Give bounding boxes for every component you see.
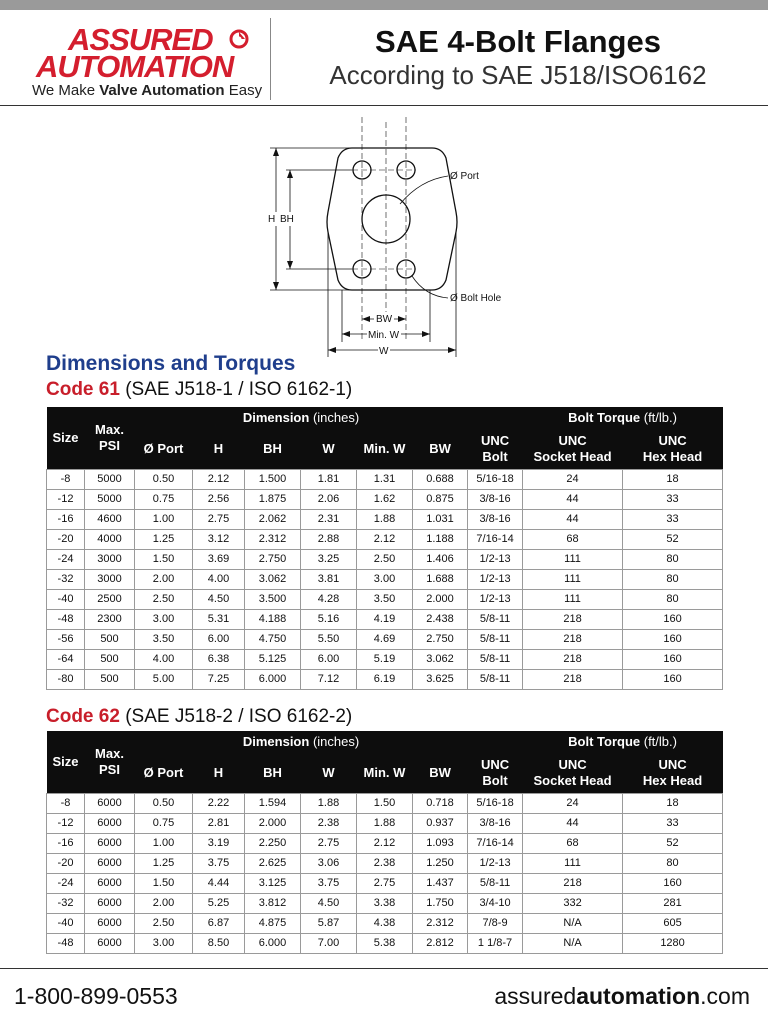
table-cell: 3.00 bbox=[357, 569, 413, 589]
table-cell: 1/2-13 bbox=[468, 549, 523, 569]
table-cell: 500 bbox=[85, 629, 135, 649]
col-unc-hex: UNC Hex Head bbox=[623, 429, 723, 469]
table-cell: 5/8-11 bbox=[468, 669, 523, 689]
table-cell: 2.312 bbox=[413, 913, 468, 933]
table-cell: 1.88 bbox=[357, 509, 413, 529]
table-cell: 1.875 bbox=[245, 489, 301, 509]
top-bar bbox=[0, 0, 768, 10]
table-cell: 5/8-11 bbox=[468, 609, 523, 629]
table-cell: 1.093 bbox=[413, 833, 468, 853]
table-cell: 1.25 bbox=[135, 853, 193, 873]
table-cell: -24 bbox=[47, 873, 85, 893]
table-cell: 0.875 bbox=[413, 489, 468, 509]
table-cell: 2.22 bbox=[193, 793, 245, 813]
table-cell: -8 bbox=[47, 793, 85, 813]
table-cell: 4.50 bbox=[301, 893, 357, 913]
table-cell: 2.750 bbox=[245, 549, 301, 569]
table-cell: 6.000 bbox=[245, 669, 301, 689]
col-max-psi: Max. PSI bbox=[85, 731, 135, 793]
table-row bbox=[47, 913, 723, 933]
table-cell: 6000 bbox=[85, 793, 135, 813]
table-cell: 2.062 bbox=[245, 509, 301, 529]
table-cell: 2.00 bbox=[135, 893, 193, 913]
table-cell: 500 bbox=[85, 669, 135, 689]
table-row bbox=[47, 529, 723, 549]
table-cell: 218 bbox=[523, 629, 623, 649]
header-rule bbox=[0, 105, 768, 106]
col-unc-bolt: UNC Bolt bbox=[468, 753, 523, 793]
table-cell: 44 bbox=[523, 813, 623, 833]
table-cell: 5000 bbox=[85, 489, 135, 509]
table-cell: 1 1/8-7 bbox=[468, 933, 523, 953]
dim-label-bh: BH bbox=[280, 214, 294, 225]
table-cell: 2.81 bbox=[193, 813, 245, 833]
table-cell: 605 bbox=[623, 913, 723, 933]
table-row bbox=[47, 629, 723, 649]
table-cell: 4.875 bbox=[245, 913, 301, 933]
table-cell: 3.50 bbox=[135, 629, 193, 649]
col-min-w: Min. W bbox=[357, 429, 413, 469]
table-cell: 6.00 bbox=[301, 649, 357, 669]
table-cell: 111 bbox=[523, 589, 623, 609]
table-cell: 3.50 bbox=[357, 589, 413, 609]
table-row bbox=[47, 489, 723, 509]
table-cell: 2.12 bbox=[357, 833, 413, 853]
table-cell: 1.50 bbox=[357, 793, 413, 813]
col-bw: BW bbox=[413, 429, 468, 469]
table-row bbox=[47, 549, 723, 569]
table-cell: 4.44 bbox=[193, 873, 245, 893]
table-cell: 1.00 bbox=[135, 509, 193, 529]
table-cell: 1280 bbox=[623, 933, 723, 953]
table-cell: -80 bbox=[47, 669, 85, 689]
col-bolt-torque-group: Bolt Torque (ft/lb.) bbox=[523, 407, 723, 429]
table-cell: 1.50 bbox=[135, 873, 193, 893]
dim-label-min-w: Min. W bbox=[368, 330, 400, 341]
table-cell: 1.188 bbox=[413, 529, 468, 549]
table-cell: 6.19 bbox=[357, 669, 413, 689]
table-cell: 1.88 bbox=[357, 813, 413, 833]
phone-number[interactable]: 1-800-899-0553 bbox=[14, 983, 178, 1009]
table-cell: 111 bbox=[523, 549, 623, 569]
col-port: Ø Port bbox=[135, 429, 193, 469]
table-cell: -12 bbox=[47, 489, 85, 509]
table-cell: 2.50 bbox=[135, 913, 193, 933]
table-cell: 5000 bbox=[85, 469, 135, 489]
dim-label-bw: BW bbox=[376, 314, 393, 325]
table-cell: 1/2-13 bbox=[468, 853, 523, 873]
table-cell: 2.75 bbox=[193, 509, 245, 529]
table-cell: -20 bbox=[47, 529, 85, 549]
table-cell: 6000 bbox=[85, 813, 135, 833]
table-cell: 24 bbox=[523, 469, 623, 489]
table-cell: 3.75 bbox=[301, 873, 357, 893]
table-cell: 2.750 bbox=[413, 629, 468, 649]
table-cell: 3/8-16 bbox=[468, 813, 523, 833]
table-cell: 4.188 bbox=[245, 609, 301, 629]
table-cell: 5.87 bbox=[301, 913, 357, 933]
table-cell: 1.594 bbox=[245, 793, 301, 813]
table-cell: 2.38 bbox=[357, 853, 413, 873]
table-cell: 4.19 bbox=[357, 609, 413, 629]
table-cell: 3/8-16 bbox=[468, 509, 523, 529]
table-cell: -48 bbox=[47, 933, 85, 953]
callout-bolt-hole: Ø Bolt Hole bbox=[450, 293, 502, 304]
table-cell: 1.62 bbox=[357, 489, 413, 509]
table-cell: 5/8-11 bbox=[468, 873, 523, 893]
table-cell: 111 bbox=[523, 853, 623, 873]
table-cell: 160 bbox=[623, 629, 723, 649]
col-h: H bbox=[193, 429, 245, 469]
table-cell: 0.75 bbox=[135, 489, 193, 509]
table-cell: -8 bbox=[47, 469, 85, 489]
table-cell: 7.00 bbox=[301, 933, 357, 953]
table-cell: 6000 bbox=[85, 893, 135, 913]
table-cell: 218 bbox=[523, 873, 623, 893]
table-cell: 7/16-14 bbox=[468, 529, 523, 549]
col-unc-bolt: UNC Bolt bbox=[468, 429, 523, 469]
table-cell: -48 bbox=[47, 609, 85, 629]
table-cell: -40 bbox=[47, 913, 85, 933]
table-cell: 5.25 bbox=[193, 893, 245, 913]
table-cell: 1.406 bbox=[413, 549, 468, 569]
table-cell: 2.12 bbox=[193, 469, 245, 489]
table-cell: 1.81 bbox=[301, 469, 357, 489]
table-cell: -24 bbox=[47, 549, 85, 569]
table-cell: 218 bbox=[523, 669, 623, 689]
table-cell: 5/8-11 bbox=[468, 629, 523, 649]
col-bw: BW bbox=[413, 753, 468, 793]
table-cell: 4.50 bbox=[193, 589, 245, 609]
table-cell: 2.12 bbox=[357, 529, 413, 549]
table-cell: 7/16-14 bbox=[468, 833, 523, 853]
table-cell: 2.438 bbox=[413, 609, 468, 629]
table-row bbox=[47, 649, 723, 669]
table-cell: 52 bbox=[623, 833, 723, 853]
table-cell: 4.38 bbox=[357, 913, 413, 933]
table-cell: 1.437 bbox=[413, 873, 468, 893]
callout-port: Ø Port bbox=[450, 171, 479, 182]
col-max-psi: Max. PSI bbox=[85, 407, 135, 469]
table-cell: 80 bbox=[623, 589, 723, 609]
table-cell: 0.75 bbox=[135, 813, 193, 833]
table-cell: 1.250 bbox=[413, 853, 468, 873]
table-cell: 4.00 bbox=[135, 649, 193, 669]
table-cell: 6.87 bbox=[193, 913, 245, 933]
table-cell: 18 bbox=[623, 793, 723, 813]
table-cell: 160 bbox=[623, 609, 723, 629]
table-cell: 33 bbox=[623, 489, 723, 509]
col-port: Ø Port bbox=[135, 753, 193, 793]
table-cell: 6.00 bbox=[193, 629, 245, 649]
table-cell: 2.75 bbox=[357, 873, 413, 893]
table-cell: 5.16 bbox=[301, 609, 357, 629]
table-cell: 1.031 bbox=[413, 509, 468, 529]
table-cell: 1.88 bbox=[301, 793, 357, 813]
footer-rule bbox=[0, 968, 768, 969]
company-logo bbox=[28, 22, 268, 104]
col-w: W bbox=[301, 429, 357, 469]
table-cell: 3/4-10 bbox=[468, 893, 523, 913]
table-cell: 7.25 bbox=[193, 669, 245, 689]
table-cell: 4.28 bbox=[301, 589, 357, 609]
table-cell: 3.00 bbox=[135, 933, 193, 953]
table-cell: 1.688 bbox=[413, 569, 468, 589]
table-row bbox=[47, 853, 723, 873]
table-cell: 5.00 bbox=[135, 669, 193, 689]
table-cell: 1.50 bbox=[135, 549, 193, 569]
table-row bbox=[47, 793, 723, 813]
table-row bbox=[47, 469, 723, 489]
table-row bbox=[47, 833, 723, 853]
logo-tagline: We Make Valve Automation Easy bbox=[32, 82, 263, 99]
table-cell: 3.812 bbox=[245, 893, 301, 913]
table-cell: 2300 bbox=[85, 609, 135, 629]
header-divider bbox=[270, 18, 271, 100]
code62-heading: Code 62 (SAE J518-2 / ISO 6162-2) bbox=[46, 706, 353, 727]
table-cell: 33 bbox=[623, 813, 723, 833]
table-cell: 8.50 bbox=[193, 933, 245, 953]
table-cell: N/A bbox=[523, 933, 623, 953]
table-cell: -16 bbox=[47, 833, 85, 853]
table-cell: 0.688 bbox=[413, 469, 468, 489]
table-cell: 24 bbox=[523, 793, 623, 813]
table-cell: 1.750 bbox=[413, 893, 468, 913]
col-unc-hex: UNC Hex Head bbox=[623, 753, 723, 793]
table-cell: 218 bbox=[523, 649, 623, 669]
table-cell: 3000 bbox=[85, 569, 135, 589]
col-size: Size bbox=[47, 407, 85, 469]
table-cell: 80 bbox=[623, 853, 723, 873]
table-cell: 4.750 bbox=[245, 629, 301, 649]
table-cell: 2.38 bbox=[301, 813, 357, 833]
table-cell: 5.125 bbox=[245, 649, 301, 669]
table-cell: 5/8-11 bbox=[468, 649, 523, 669]
table-cell: 3.69 bbox=[193, 549, 245, 569]
table-cell: N/A bbox=[523, 913, 623, 933]
col-dimension-group: Dimension (inches) bbox=[135, 407, 468, 429]
table-row bbox=[47, 933, 723, 953]
table-cell: 3.00 bbox=[135, 609, 193, 629]
table-cell: 52 bbox=[623, 529, 723, 549]
col-h: H bbox=[193, 753, 245, 793]
table-cell: 2.625 bbox=[245, 853, 301, 873]
table-cell: 5.19 bbox=[357, 649, 413, 669]
table-cell: 6000 bbox=[85, 833, 135, 853]
table-cell: 111 bbox=[523, 569, 623, 589]
table-cell: 33 bbox=[623, 509, 723, 529]
col-w: W bbox=[301, 753, 357, 793]
table-cell: 2.50 bbox=[357, 549, 413, 569]
table-cell: 2.812 bbox=[413, 933, 468, 953]
table-cell: 7.12 bbox=[301, 669, 357, 689]
table-cell: 160 bbox=[623, 669, 723, 689]
table-cell: 1.500 bbox=[245, 469, 301, 489]
table-row bbox=[47, 813, 723, 833]
table-cell: 0.50 bbox=[135, 793, 193, 813]
table-cell: -56 bbox=[47, 629, 85, 649]
table-cell: 2500 bbox=[85, 589, 135, 609]
table-cell: -12 bbox=[47, 813, 85, 833]
table-cell: -20 bbox=[47, 853, 85, 873]
table-cell: 3.125 bbox=[245, 873, 301, 893]
table-cell: 6000 bbox=[85, 933, 135, 953]
section-heading: Dimensions and Torques bbox=[46, 352, 296, 375]
table-cell: 3.38 bbox=[357, 893, 413, 913]
dim-label-w: W bbox=[379, 346, 389, 357]
table-row bbox=[47, 589, 723, 609]
table-cell: 80 bbox=[623, 569, 723, 589]
table-row bbox=[47, 669, 723, 689]
table-cell: 7/8-9 bbox=[468, 913, 523, 933]
website-link[interactable]: assuredautomation.com bbox=[494, 983, 750, 1009]
table-cell: -32 bbox=[47, 893, 85, 913]
table-cell: 1/2-13 bbox=[468, 589, 523, 609]
table-row bbox=[47, 873, 723, 893]
table-cell: 3.12 bbox=[193, 529, 245, 549]
col-unc-socket: UNC Socket Head bbox=[523, 753, 623, 793]
table-cell: 5.38 bbox=[357, 933, 413, 953]
table-cell: -32 bbox=[47, 569, 85, 589]
table-cell: 6000 bbox=[85, 873, 135, 893]
col-bh: BH bbox=[245, 429, 301, 469]
table-cell: 3.500 bbox=[245, 589, 301, 609]
table-cell: 1.31 bbox=[357, 469, 413, 489]
table-cell: 5.31 bbox=[193, 609, 245, 629]
table-cell: 332 bbox=[523, 893, 623, 913]
code61-table bbox=[46, 407, 723, 690]
col-bh: BH bbox=[245, 753, 301, 793]
table-cell: 2.56 bbox=[193, 489, 245, 509]
table-cell: -16 bbox=[47, 509, 85, 529]
table-cell: 3.062 bbox=[245, 569, 301, 589]
table-row bbox=[47, 609, 723, 629]
table-cell: 3.81 bbox=[301, 569, 357, 589]
page-subtitle: According to SAE J518/ISO6162 bbox=[329, 60, 707, 90]
table-cell: 0.937 bbox=[413, 813, 468, 833]
logo-text-line1: ASSURED bbox=[68, 22, 213, 57]
table-cell: 2.50 bbox=[135, 589, 193, 609]
table-cell: 5/16-18 bbox=[468, 469, 523, 489]
page-title: SAE 4-Bolt Flanges bbox=[375, 24, 661, 59]
table-cell: 6.000 bbox=[245, 933, 301, 953]
table-cell: 3.25 bbox=[301, 549, 357, 569]
table-cell: 1/2-13 bbox=[468, 569, 523, 589]
table-cell: 281 bbox=[623, 893, 723, 913]
table-cell: 2.000 bbox=[413, 589, 468, 609]
dim-label-h: H bbox=[268, 214, 276, 225]
col-min-w: Min. W bbox=[357, 753, 413, 793]
table-cell: 68 bbox=[523, 833, 623, 853]
table-cell: 2.75 bbox=[301, 833, 357, 853]
table-cell: 4.69 bbox=[357, 629, 413, 649]
table-cell: 6000 bbox=[85, 853, 135, 873]
code61-heading: Code 61 (SAE J518-1 / ISO 6162-1) bbox=[46, 379, 353, 400]
logo-text-line2: AUTOMATION bbox=[36, 49, 234, 84]
table-cell: 4000 bbox=[85, 529, 135, 549]
table-cell: 3.625 bbox=[413, 669, 468, 689]
table-cell: 3.19 bbox=[193, 833, 245, 853]
table-cell: -40 bbox=[47, 589, 85, 609]
table-cell: 44 bbox=[523, 509, 623, 529]
table-cell: 18 bbox=[623, 469, 723, 489]
col-size: Size bbox=[47, 731, 85, 793]
table-cell: 3.75 bbox=[193, 853, 245, 873]
logo-swirl-icon bbox=[228, 28, 250, 50]
table-cell: 4600 bbox=[85, 509, 135, 529]
table-cell: 5/16-18 bbox=[468, 793, 523, 813]
col-bolt-torque-group: Bolt Torque (ft/lb.) bbox=[523, 731, 723, 753]
table-cell: 160 bbox=[623, 873, 723, 893]
table-cell: 68 bbox=[523, 529, 623, 549]
table-cell: 1.25 bbox=[135, 529, 193, 549]
table-row bbox=[47, 509, 723, 529]
table-cell: -64 bbox=[47, 649, 85, 669]
table-cell: 6000 bbox=[85, 913, 135, 933]
table-row bbox=[47, 569, 723, 589]
table-cell: 5.50 bbox=[301, 629, 357, 649]
table-cell: 0.50 bbox=[135, 469, 193, 489]
table-cell: 2.31 bbox=[301, 509, 357, 529]
table-cell: 3.06 bbox=[301, 853, 357, 873]
table-cell: 160 bbox=[623, 649, 723, 669]
table-cell: 0.718 bbox=[413, 793, 468, 813]
table-cell: 2.000 bbox=[245, 813, 301, 833]
col-unc-socket: UNC Socket Head bbox=[523, 429, 623, 469]
table-cell: 6.38 bbox=[193, 649, 245, 669]
table-row bbox=[47, 893, 723, 913]
table-cell: 500 bbox=[85, 649, 135, 669]
table-cell: 80 bbox=[623, 549, 723, 569]
table-cell: 3000 bbox=[85, 549, 135, 569]
table-cell: 44 bbox=[523, 489, 623, 509]
table-cell: 2.00 bbox=[135, 569, 193, 589]
code62-table bbox=[46, 731, 723, 954]
table-cell: 1.00 bbox=[135, 833, 193, 853]
table-cell: 2.250 bbox=[245, 833, 301, 853]
table-cell: 4.00 bbox=[193, 569, 245, 589]
table-cell: 3.062 bbox=[413, 649, 468, 669]
table-cell: 2.312 bbox=[245, 529, 301, 549]
table-cell: 218 bbox=[523, 609, 623, 629]
col-dimension-group: Dimension (inches) bbox=[135, 731, 468, 753]
flange-diagram bbox=[260, 112, 510, 362]
table-cell: 2.88 bbox=[301, 529, 357, 549]
table-cell: 3/8-16 bbox=[468, 489, 523, 509]
table-cell: 2.06 bbox=[301, 489, 357, 509]
